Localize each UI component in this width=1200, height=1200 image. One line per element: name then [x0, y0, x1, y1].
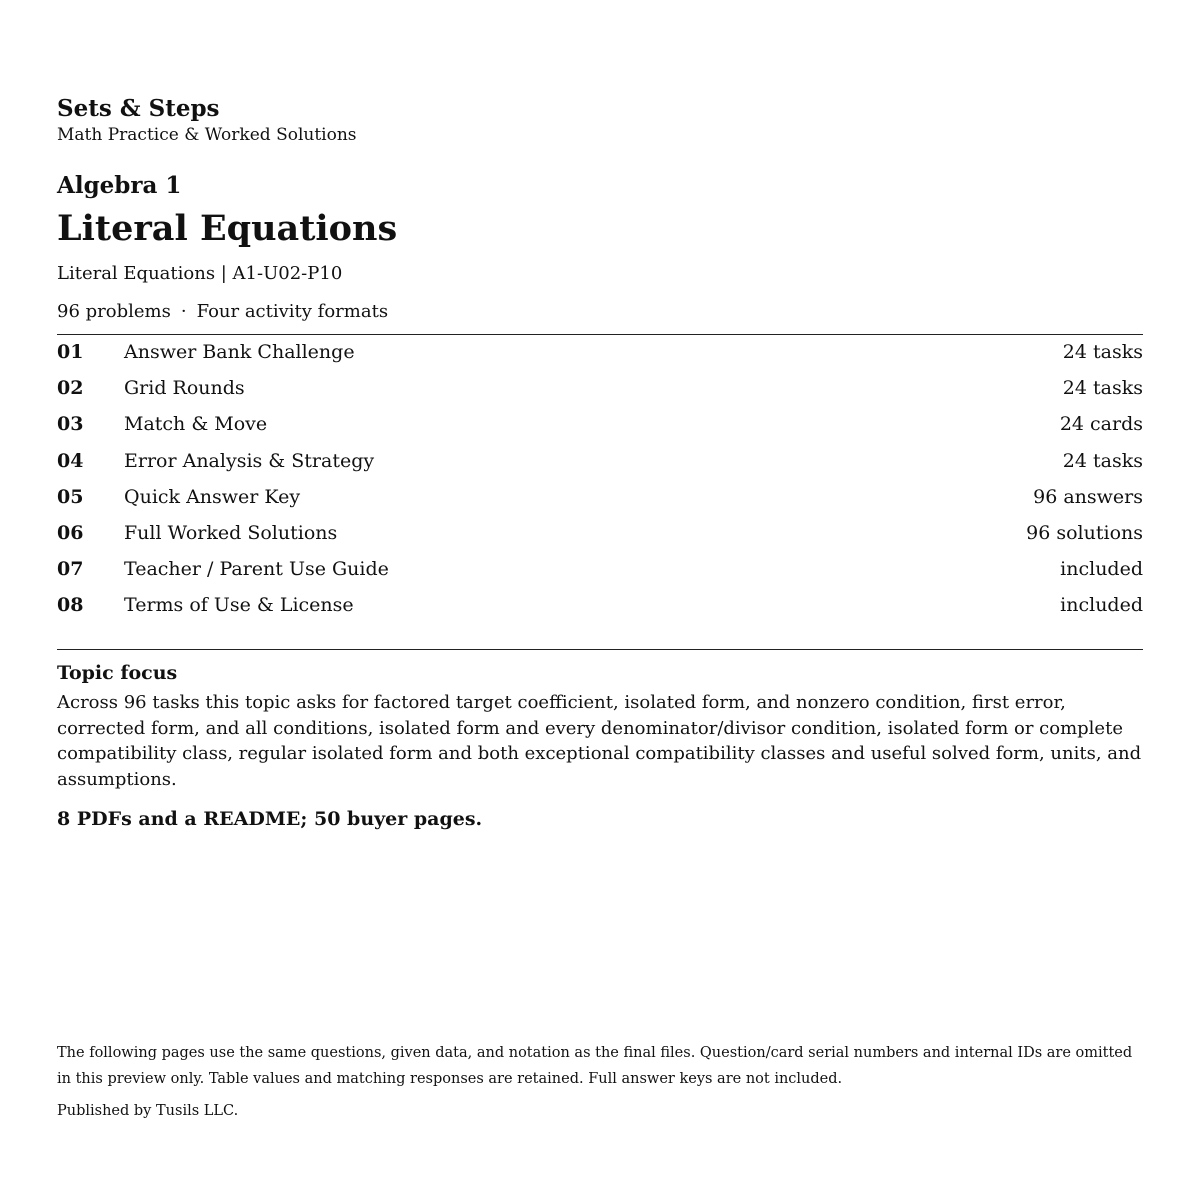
toc-number: 05	[57, 485, 84, 508]
toc-label: Grid Rounds	[124, 377, 245, 400]
format-count: Four activity formats	[196, 301, 389, 322]
problem-count: 96 problems	[57, 301, 171, 322]
toc-number: 03	[57, 413, 84, 436]
toc-count: included	[1060, 594, 1143, 617]
toc-label: Match & Move	[124, 413, 268, 436]
toc-label: Error Analysis & Strategy	[124, 449, 375, 472]
publisher-line: Published by Tusils LLC.	[57, 1103, 239, 1119]
toc-row	[57, 486, 1143, 522]
toc-count: 96 answers	[1033, 485, 1143, 508]
toc-label: Quick Answer Key	[124, 485, 301, 508]
brand-tagline: Math Practice & Worked Solutions	[57, 125, 357, 145]
brand-name: Sets & Steps	[57, 95, 220, 122]
toc-number: 01	[57, 341, 84, 363]
brand-block	[57, 94, 357, 146]
toc-label: Full Worked Solutions	[124, 521, 338, 544]
toc-count: 96 solutions	[1026, 521, 1143, 544]
toc-count: included	[1060, 558, 1143, 581]
toc-row	[57, 377, 1143, 413]
file-summary: 8 PDFs and a README; 50 buyer pages.	[57, 808, 483, 830]
topic-focus-heading: Topic focus	[57, 662, 178, 684]
toc-row	[57, 558, 1143, 594]
toc-row	[57, 413, 1143, 449]
toc-count: 24 tasks	[1062, 377, 1143, 400]
toc-label: Terms of Use & License	[124, 594, 354, 617]
course-name: Algebra 1	[57, 172, 182, 199]
topic-focus-body: Across 96 tasks this topic asks for factored target coefficient, isolated form, and nonzero condition, first error, corrected form, and all conditions, isolated form and every denominator/divisor condition, isolated form or complete compatibility class, regular isolated form and both exceptional compatibility classes and useful solved form, units, and assumptions.	[57, 692, 1142, 790]
toc-number: 02	[57, 377, 84, 400]
preview-note: The following pages use the same questions, given data, and notation as the final files. Question/card serial numbers and internal IDs are omitted in this preview only. Table values and matching responses are retained. Full answer keys are not included.	[57, 1045, 1133, 1087]
toc-count: 24 tasks	[1062, 341, 1143, 363]
toc-count: 24 cards	[1059, 413, 1143, 436]
topic-focus-section	[57, 660, 1143, 832]
toc-count: 24 tasks	[1062, 449, 1143, 472]
product-code: Literal Equations | A1-U02-P10	[57, 263, 343, 284]
toc-row	[57, 594, 1143, 630]
toc-number: 06	[57, 521, 84, 544]
footer	[57, 1040, 1143, 1124]
toc-row	[57, 341, 1143, 377]
toc-label: Answer Bank Challenge	[124, 341, 355, 363]
toc-number: 08	[57, 594, 84, 617]
toc-row	[57, 450, 1143, 486]
toc-number: 07	[57, 558, 84, 581]
toc-row	[57, 522, 1143, 558]
product-summary	[57, 300, 1143, 324]
toc-label: Teacher / Parent Use Guide	[124, 558, 389, 581]
table-of-contents	[57, 334, 1143, 650]
title-block	[57, 170, 1143, 324]
page-title: Literal Equations	[57, 208, 398, 249]
summary-separator: ·	[180, 301, 187, 322]
toc-number: 04	[57, 449, 84, 472]
